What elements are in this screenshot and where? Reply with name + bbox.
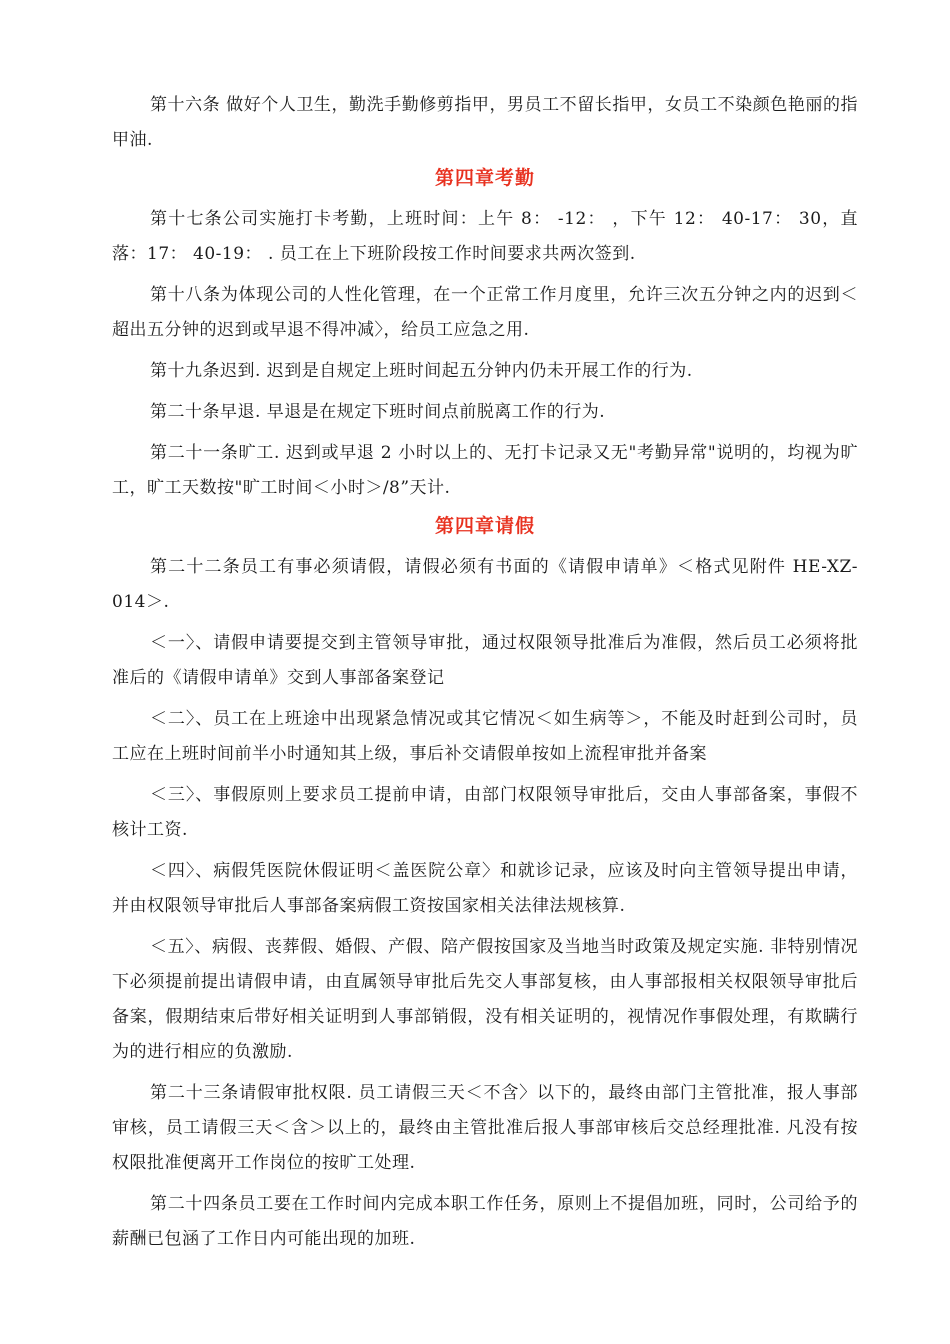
chapter-heading-attendance: 第四章考勤 [434, 167, 535, 189]
leave-item-2-paragraph: ＜二〉、员工在上班途中出现紧急情况或其它情况＜如生病等＞，不能及时赶到公司时，员工应在上班时间前半小时通知其上级，事后补交请假单按如上流程审批并备案 [112, 709, 858, 764]
article-22-paragraph: 第二十二条员工有事必须请假，请假必须有书面的《请假申请单》＜格式见附件 HE-XZ-014＞. [112, 557, 858, 612]
document-page [112, 88, 858, 1263]
article-20-paragraph: 第二十条早退. 早退是在规定下班时间点前脱离工作的行为. [150, 402, 606, 422]
leave-item-3-paragraph: ＜三〉、事假原则上要求员工提前申请，由部门权限领导审批后，交由人事部备案，事假不核计工资. [112, 785, 858, 840]
article-16-paragraph: 第十六条 做好个人卫生，勤洗手勤修剪指甲，男员工不留长指甲，女员工不染颜色艳丽的指甲油. [112, 95, 858, 150]
leave-item-4-paragraph: ＜四〉、病假凭医院休假证明＜盖医院公章〉和就诊记录，应该及时向主管领导提出申请，并由权限领导审批后人事部备案病假工资按国家相关法律法规核算. [112, 861, 858, 916]
leave-item-1-paragraph: ＜一〉、请假申请要提交到主管领导审批，通过权限领导批准后为准假，然后员工必须将批准后的《请假申请单》交到人事部备案登记 [112, 633, 858, 688]
article-18-paragraph: 第十八条为体现公司的人性化管理，在一个正常工作月度里，允许三次五分钟之内的迟到＜超出五分钟的迟到或早退不得冲减〉，给员工应急之用. [112, 285, 858, 340]
chapter-heading-leave: 第四章请假 [434, 515, 535, 537]
article-23-paragraph: 第二十三条请假审批权限. 员工请假三天＜不含〉以下的，最终由部门主管批准，报人事部审核，员工请假三天＜含＞以上的，最终由主管批准后报人事部审核后交总经理批准. 凡没有按权限批准便离开工作岗位的按旷工处理. [112, 1083, 858, 1173]
article-21-paragraph: 第二十一条旷工. 迟到或早退 2 小时以上的、无打卡记录又无"考勤异常"说明的，均视为旷工，旷工天数按"旷工时间＜小时＞/8”天计. [112, 443, 858, 498]
article-19-paragraph: 第十九条迟到. 迟到是自规定上班时间起五分钟内仍未开展工作的行为. [150, 361, 693, 381]
leave-item-5-paragraph: ＜五〉、病假、丧葬假、婚假、产假、陪产假按国家及当地当时政策及规定实施. 非特别情况下必须提前提出请假申请，由直属领导审批后先交人事部复核，由人事部报相关权限领导审批后备案，假期结束后带好相关证明到人事部销假，没有相关证明的，视情况作事假处理，有欺瞒行为的进行相应的负激励. [112, 937, 858, 1062]
article-24-paragraph: 第二十四条员工要在工作时间内完成本职工作任务，原则上不提倡加班，同时，公司给予的薪酬已包涵了工作日内可能出现的加班. [112, 1194, 858, 1249]
article-17-paragraph: 第十七条公司实施打卡考勤，上班时间：上午 8： -12： ，下午 12： 40-17： 30，直落：17： 40-19： . 员工在上下班阶段按工作时间要求共两次签到. [112, 209, 858, 264]
